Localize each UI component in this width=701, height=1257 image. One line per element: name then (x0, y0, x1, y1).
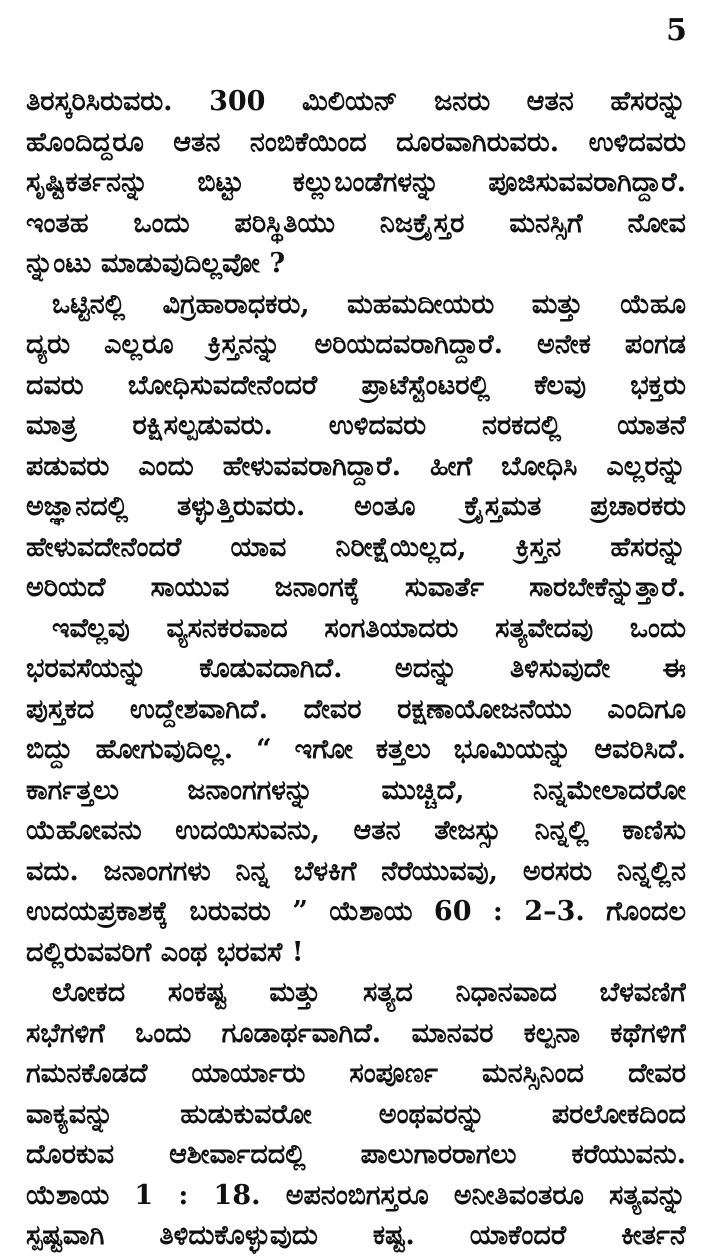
body-text (26, 82, 686, 1257)
text-line: ಸ್ಪಷ್ಟವಾಗಿ ತಿಳಿದುಕೊಳ್ಳುವುದು ಕಷ್ಟ. ಯಾಕೆಂದರೆ ಕೀರ್ತನೆ (26, 1220, 686, 1251)
text-line: ಅರಿಯದೆ ಸಾಯುವ ಜನಾಂಗಕ್ಕೆ ಸುವಾರ್ತೆ ಸಾರಬೇಕೆನ್ನುತ್ತಾರೆ. (26, 572, 686, 603)
text-line: ಉದಯಪ್ರಕಾಶಕ್ಕೆ ಬರುವರು ” ಯೆಶಾಯ 60 : 2–3. ಗೊಂದಲ (26, 896, 686, 927)
text-line: ದೊರಕುವ ಆಶೀರ್ವಾದದಲ್ಲಿ ಪಾಲುಗಾರರಾಗಲು ಕರೆಯುವನು. (26, 1139, 686, 1170)
text-line: ಅಜ್ಞಾನದಲ್ಲಿ ತಳ್ಳುತ್ತಿರುವರು. ಅಂತೂ ಕ್ರೈಸ್ತಮತ ಪ್ರಚಾರಕರು (26, 491, 686, 522)
text-line: ಯೆಶಾಯ 1 : 18. ಅಪನಂಬಿಗಸ್ತರೂ ಅನೀತಿವಂತರೂ ಸತ್ಯವನ್ನು (26, 1179, 686, 1211)
text-line: ನ್ನುಂಟು ಮಾಡುವುದಿಲ್ಲವೋ ? (26, 248, 286, 279)
text-line: ವದು. ಜನಾಂಗಗಳು ನಿನ್ನ ಬೆಳಕಿಗೆ ನೆರೆಯುವವು, ಅರಸರು ನಿನ್ನಲ್ಲಿನ (26, 855, 686, 887)
text-line: ಮಾತ್ರ ರಕ್ಷಿಸಲ್ಪಡುವರು. ಉಳಿದವರು ನರಕದಲ್ಲಿ ಯಾತನೆ (26, 410, 686, 441)
page-number: 5 (666, 13, 687, 48)
text-line: ಗಮನಕೊಡದೆ ಯಾರ್ಯಾರು ಸಂಪೂರ್ಣ ಮನಸ್ಸಿನಿಂದ ದೇವರ (26, 1058, 686, 1089)
text-line: ಒಟ್ಟಿನಲ್ಲಿ ವಿಗ್ರಹಾರಾಧಕರು, ಮಹಮದೀಯರು ಮತ್ತು ಯೆಹೂ (52, 288, 686, 320)
text-line: ದ್ಯರು ಎಲ್ಲರೂ ಕ್ರಿಸ್ತನನ್ನು ಅರಿಯದವರಾಗಿದ್ದಾರೆ. ಅನೇಕ ಪಂಗಡ (26, 329, 686, 360)
text-line: ತಿರಸ್ಕರಿಸಿರುವರು. 300 ಮಿಲಿಯನ್ ಜನರು ಆತನ ಹೆಸರನ್ನು (26, 86, 686, 117)
text-line: ಸಭೆಗಳಿಗೆ ಒಂದು ಗೂಡಾರ್ಥವಾಗಿದೆ. ಮಾನವರ ಕಲ್ಪನಾ ಕಥೆಗಳಿಗೆ (26, 1017, 686, 1049)
text-line: ಪಡುವರು ಎಂದು ಹೇಳುವವರಾಗಿದ್ದಾರೆ. ಹೀಗೆ ಬೋಧಿಸಿ ಎಲ್ಲರನ್ನು (26, 450, 686, 482)
text-line: ಇಂತಹ ಒಂದು ಪರಿಸ್ಥಿತಿಯು ನಿಜಕ್ರೈಸ್ತರ ಮನಸ್ಸಿಗೆ ನೋವ (26, 207, 686, 239)
text-line: ಹೊಂದಿದ್ದರೂ ಆತನ ನಂಬಿಕೆಯಿಂದ ದೂರವಾಗಿರುವರು. ಉಳಿದವರು (26, 126, 686, 158)
text-line: ಕಾರ್ಗತ್ತಲು ಜನಾಂಗಗಳನ್ನು ಮುಚ್ಚಿದೆ, ನಿನ್ನಮೇಲಾದರೋ (26, 774, 686, 806)
text-line: ಪುಸ್ತಕದ ಉದ್ದೇಶವಾಗಿದೆ. ದೇವರ ರಕ್ಷಣಾಯೋಜನೆಯು ಎಂದಿಗೂ (26, 693, 686, 725)
text-line: ದಲ್ಲಿರುವವರಿಗೆ ಎಂಥ ಭರವಸೆ ! (26, 936, 304, 968)
text-line: ಸೃಷ್ಟಿಕರ್ತನನ್ನು ಬಿಟ್ಟು ಕಲ್ಲುಬಂಡೆಗಳನ್ನು ಪೂಜಿಸುವವರಾಗಿದ್ದಾರೆ. (26, 167, 686, 198)
text-line: ಹೇಳುವದೇನೆಂದರೆ ಯಾವ ನಿರೀಕ್ಷೆಯಿಲ್ಲದ, ಕ್ರಿಸ್ತನ ಹೆಸರನ್ನು (26, 531, 686, 563)
text-line: ದವರು ಬೋಧಿಸುವದೇನೆಂದರೆ ಪ್ರಾಟೆಸ್ಟೆಂಟರಲ್ಲಿ ಕೆಲವು ಭಕ್ತರು (26, 369, 686, 401)
text-line: ಲೋಕದ ಸಂಕಷ್ಟ ಮತ್ತು ಸತ್ಯದ ನಿಧಾನವಾದ ಬೆಳವಣಿಗೆ (52, 977, 686, 1008)
text-line: ವಾಕ್ಯವನ್ನು ಹುಡುಕುವರೋ ಅಂಥವರನ್ನು ಪರಲೋಕದಿಂದ (26, 1098, 686, 1130)
text-line: ಬಿದ್ದು ಹೋಗುವುದಿಲ್ಲ. “ ಇಗೋ ಕತ್ತಲು ಭೂಮಿಯನ್ನು ಆವರಿಸಿದೆ. (26, 734, 686, 765)
text-line: ಭರವಸೆಯನ್ನು ಕೊಡುವದಾಗಿದೆ. ಅದನ್ನು ತಿಳಿಸುವುದೇ ಈ (26, 653, 686, 684)
text-line: ಯೆಹೋವನು ಉದಯಿಸುವನು, ಆತನ ತೇಜಸ್ಸು ನಿನ್ನಲ್ಲಿ ಕಾಣಿಸು (26, 815, 686, 846)
text-line: ಇವೆಲ್ಲವು ವ್ಯಸನಕರವಾದ ಸಂಗತಿಯಾದರು ಸತ್ಯವೇದವು ಒಂದು (52, 612, 686, 644)
